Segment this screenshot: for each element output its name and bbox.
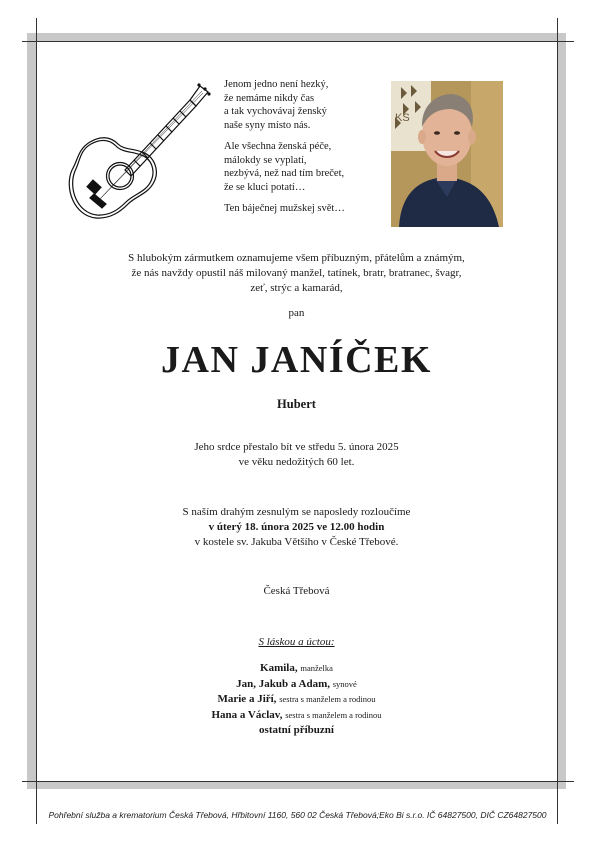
crop-line-top	[22, 41, 574, 42]
mourner-row	[36, 677, 557, 693]
poem-line: Ten báječnej mužskej svět…	[224, 203, 345, 214]
mourner-name: Marie a Jiří,	[217, 693, 277, 705]
mourners-list	[36, 661, 557, 739]
mourner-name: ostatní příbuzní	[259, 724, 334, 736]
mourner-relation: sestra s manželem a rodinou	[285, 709, 382, 720]
poem-stanza	[224, 202, 384, 216]
deceased-nickname: Hubert	[277, 397, 316, 411]
poem-line: naše syny místo nás.	[224, 119, 311, 131]
love-heading: S láskou a úctou:	[258, 636, 335, 648]
death-line: Jeho srdce přestalo bít ve středu 5. února 2025	[194, 441, 399, 453]
crop-line-right	[557, 18, 558, 824]
death-info	[36, 440, 557, 470]
poem-stanza	[224, 140, 384, 194]
announcement-line: S hlubokým zármutkem oznamujeme všem příbuzným, přátelům a známým,	[128, 252, 465, 264]
mourner-row	[36, 723, 557, 739]
mourner-name: Kamila,	[260, 662, 298, 674]
announcement-text	[36, 251, 557, 296]
poem-line: že nemáme nikdy čas	[224, 92, 315, 104]
mourner-relation: manželka	[300, 663, 333, 673]
footer-funeral-service: Pohřební služba a krematorium Česká Třebová, Hřbitovní 1160, 560 02 Česká Třebová;Eko Bi s.r.o. IČ 64827500, DIČ CZ64827500	[48, 810, 547, 820]
poem-stanza	[224, 78, 384, 132]
announcement-line: zeť, strýc a kamarád,	[250, 282, 343, 294]
poem-line: a tak vychovávaj ženský	[224, 106, 327, 117]
crop-line-bottom	[22, 781, 574, 782]
portrait-photo	[391, 81, 503, 227]
mourner-name: Jan, Jakub a Adam,	[236, 677, 330, 690]
funeral-line: S naším drahým zesnulým se naposledy rozloučíme	[182, 506, 411, 518]
poem	[224, 78, 384, 224]
town: Česká Třebová	[263, 585, 330, 597]
mourner-relation: sestra s manželem a rodinou	[279, 694, 376, 704]
poem-line: Ale všechna ženská péče,	[224, 141, 332, 152]
mourner-row	[36, 661, 557, 677]
announcement-line: že nás navždy opustil náš milovaný manžel, tatínek, bratr, bratranec, švagr,	[131, 267, 462, 279]
title-pan: pan	[288, 307, 305, 319]
mourner-relation: synové	[332, 678, 357, 689]
guitar-icon	[62, 78, 212, 228]
poem-line: málokdy se vyplatí,	[224, 154, 307, 166]
poem-line: nezbývá, než nad tím brečet,	[224, 168, 345, 179]
funeral-datetime: v úterý 18. února 2025 ve 12.00 hodin	[208, 521, 385, 533]
mourner-row	[36, 692, 557, 708]
mourner-row	[36, 708, 557, 724]
funeral-place: v kostele sv. Jakuba Většího v České Třebové.	[194, 536, 399, 548]
poem-line: že se kluci potatí…	[224, 181, 306, 193]
poem-line: Jenom jedno není hezký,	[224, 79, 329, 90]
mourner-name: Hana a Václav,	[211, 708, 283, 721]
funeral-info	[36, 505, 557, 550]
death-line: ve věku nedožitých 60 let.	[238, 456, 355, 468]
deceased-name: JAN JANÍČEK	[161, 339, 432, 381]
photo-sign-text: KS	[395, 112, 410, 124]
